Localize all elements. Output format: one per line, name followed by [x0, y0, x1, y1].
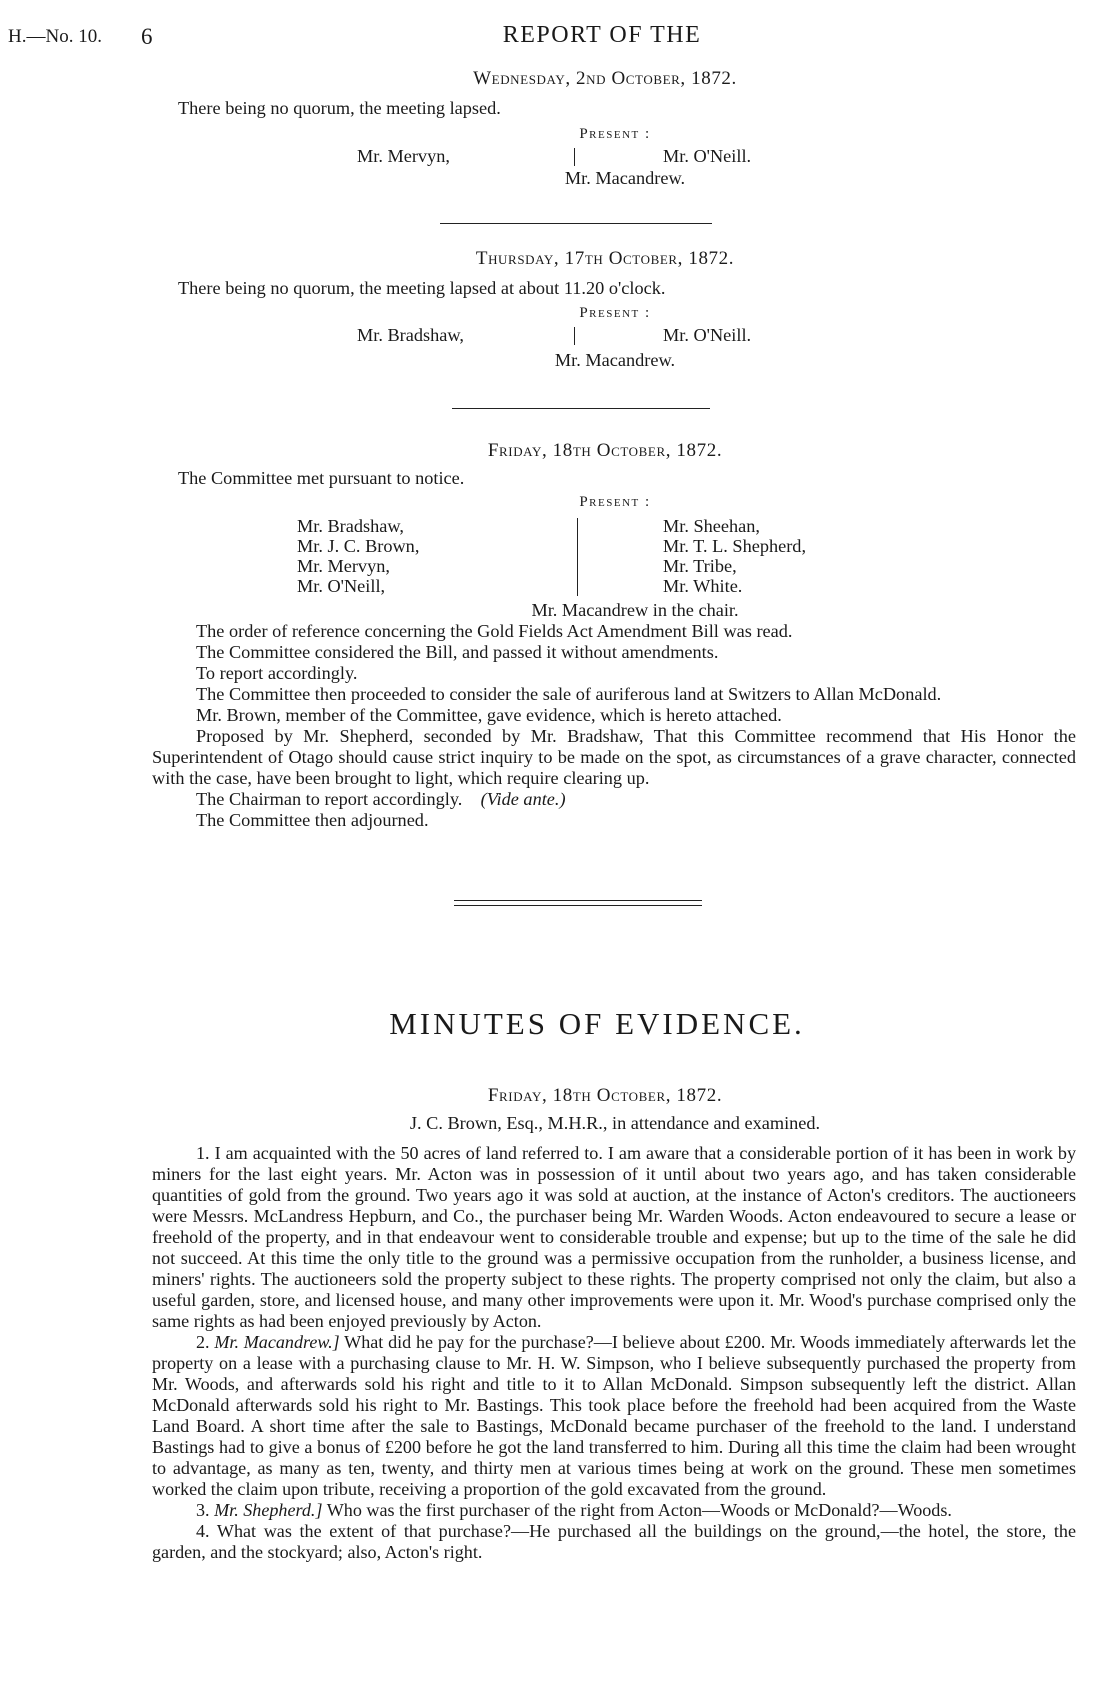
speaker: Mr. Macandrew.]: [214, 1332, 340, 1352]
proceeding-item: Proposed by Mr. Shepherd, seconded by Mr. Bradshaw, That this Committee recommend that His Honor the Superintendent of Otago should cause strict inquiry to be made on the spot, as circumstances of a grave character, connected with the case, have been brought to light, which require clearing up.: [152, 726, 1076, 788]
paragraph-text: I am acquainted with the 50 acres of land referred to. I am aware that a considerable portion of it has been in work by miners for the last eight years. Mr. Acton was in possession of it until about two years ago, and has taken considerable quantities of gold from the ground. Two years ago it was sold at auction, at the instance of Acton's creditors. The auctioneers were Messrs. McLandress Hepburn, and Co., the purchaser being Mr. Warden Woods. Acton endeavoured to secure a lease or freehold of the property, and in that endeavour went to considerable trouble and expense; but up to the time of the sale he did not succeed. At this time the only title to the ground was a permissive occupation from the runholder, a business license, and miners' rights. The auctioneers sold the property subject to these rights. The property comprised not only the claim, but also a useful garden, store, and licensed house, and many other improvements were upon it. Mr. Wood's purchase comprised only the same rights as had been enjoyed previously by Acton.: [152, 1143, 1077, 1331]
double-rule: [454, 900, 702, 906]
witness-line: J. C. Brown, Esq., M.H.R., in attendance and examined.: [409, 1113, 821, 1133]
meeting-1-present-right: Mr. O'Neill.: [663, 146, 752, 166]
evidence-date: Friday, 18th October, 1872.: [487, 1085, 723, 1106]
meeting-2-present-left: Mr. Bradshaw,: [357, 325, 464, 345]
evidence-paragraph: [152, 1521, 1076, 1563]
paragraph-text: What did he pay for the purchase?—I believe about £200. Mr. Woods immediately afterwards let the property on a lease with a purchasing clause to Mr. H. W. Simpson, who I believe subsequently purchased the property from Mr. Woods, and afterwards sold his right and title to it to Allan McDonald. Simpson subsequently left the district. Allan McDonald afterwards sold his right to Mr. Bastings. This took place before the freehold had been acquired from the Waste Land Board. A short time after the sale to Bastings, McDonald became purchaser of the freehold to the land. I understand Bastings had to give a bonus of £200 before he got the land transferred to him. During all this time the claim had been wrought to advantage, as many as ten, twenty, and thirty men at various times being at work on the ground. These men sometimes worked the claim upon tribute, receiving a proportion of the gold excavated from the ground.: [152, 1332, 1076, 1499]
meeting-1-present-label: Present :: [579, 126, 651, 142]
paragraph-number: 3.: [196, 1500, 210, 1520]
minutes-heading: MINUTES OF EVIDENCE.: [389, 1006, 805, 1041]
proceeding-item: The Committee considered the Bill, and passed it without amendments.: [196, 642, 719, 662]
proceeding-item: The Committee then proceeded to consider the sale of auriferous land at Switzers to Allan McDonald.: [196, 684, 942, 704]
meeting-2-present-right: Mr. O'Neill.: [663, 325, 752, 345]
meeting-2-note: There being no quorum, the meeting lapsed at about 11.20 o'clock.: [178, 278, 666, 298]
present-member: Mr. Mervyn,: [297, 556, 390, 576]
meeting-1-note: There being no quorum, the meeting lapsed.: [178, 98, 501, 118]
evidence-paragraph: [152, 1332, 1076, 1500]
meeting-1-present-bottom: Mr. Macandrew.: [564, 168, 686, 188]
meeting-3-date: Friday, 18th October, 1872.: [487, 440, 723, 461]
evidence-paragraph: [152, 1500, 1076, 1521]
meeting-3-present-label: Present :: [579, 494, 651, 510]
evidence-body: [152, 1143, 1076, 1563]
evidence-paragraph: [152, 1143, 1076, 1332]
meeting-1-date: Wednesday, 2nd October, 1872.: [473, 68, 737, 89]
meeting-3-chair: Mr. Macandrew in the chair.: [531, 600, 739, 620]
meeting-1-present-left: Mr. Mervyn,: [357, 146, 450, 166]
page-title: REPORT OF THE: [502, 22, 702, 48]
document-reference: H.—No. 10.: [8, 26, 102, 47]
meeting-2-present-bottom: Mr. Macandrew.: [554, 350, 676, 370]
vide-ante: (Vide ante.): [480, 789, 566, 809]
present-member: Mr. O'Neill,: [297, 576, 386, 596]
meeting-3-note: The Committee met pursuant to notice.: [178, 468, 465, 488]
present-divider: [574, 148, 575, 166]
present-member: Mr. Bradshaw,: [297, 516, 404, 536]
proceeding-item: To report accordingly.: [196, 663, 358, 683]
present-member: Mr. Sheehan,: [663, 516, 760, 536]
paragraph-number: 1.: [196, 1143, 210, 1163]
present-divider: [577, 518, 578, 596]
present-member: Mr. T. L. Shepherd,: [663, 536, 807, 556]
page-header: [0, 20, 1114, 50]
paragraph-text: Who was the first purchaser of the right from Acton—Woods or McDonald?—Woods.: [326, 1500, 952, 1520]
proceeding-text: The Chairman to report accordingly.: [196, 789, 463, 809]
present-divider: [574, 327, 575, 345]
proceeding-item: The Committee then adjourned.: [196, 810, 429, 830]
proceeding-item: Mr. Brown, member of the Committee, gave evidence, which is hereto attached.: [196, 705, 782, 725]
proceedings: [152, 621, 1076, 831]
meeting-2-date: Thursday, 17th October, 1872.: [475, 248, 735, 269]
present-member: Mr. White.: [663, 576, 743, 596]
section-divider: [440, 223, 712, 224]
speaker: Mr. Shepherd.]: [214, 1500, 323, 1520]
present-member: Mr. Tribe,: [663, 556, 737, 576]
section-divider: [452, 408, 710, 409]
paragraph-text: What was the extent of that purchase?—He purchased all the buildings on the ground,—the hotel, the store, the garden, and the stockyard; also, Acton's right.: [152, 1521, 1076, 1562]
present-member: Mr. J. C. Brown,: [297, 536, 420, 556]
page-number: 6: [141, 24, 153, 49]
proceeding-item: [152, 789, 1076, 810]
paragraph-number: 2.: [196, 1332, 210, 1352]
proceeding-item: The order of reference concerning the Gold Fields Act Amendment Bill was read.: [196, 621, 793, 641]
meeting-2-present-label: Present :: [579, 305, 651, 321]
paragraph-number: 4.: [196, 1521, 210, 1541]
